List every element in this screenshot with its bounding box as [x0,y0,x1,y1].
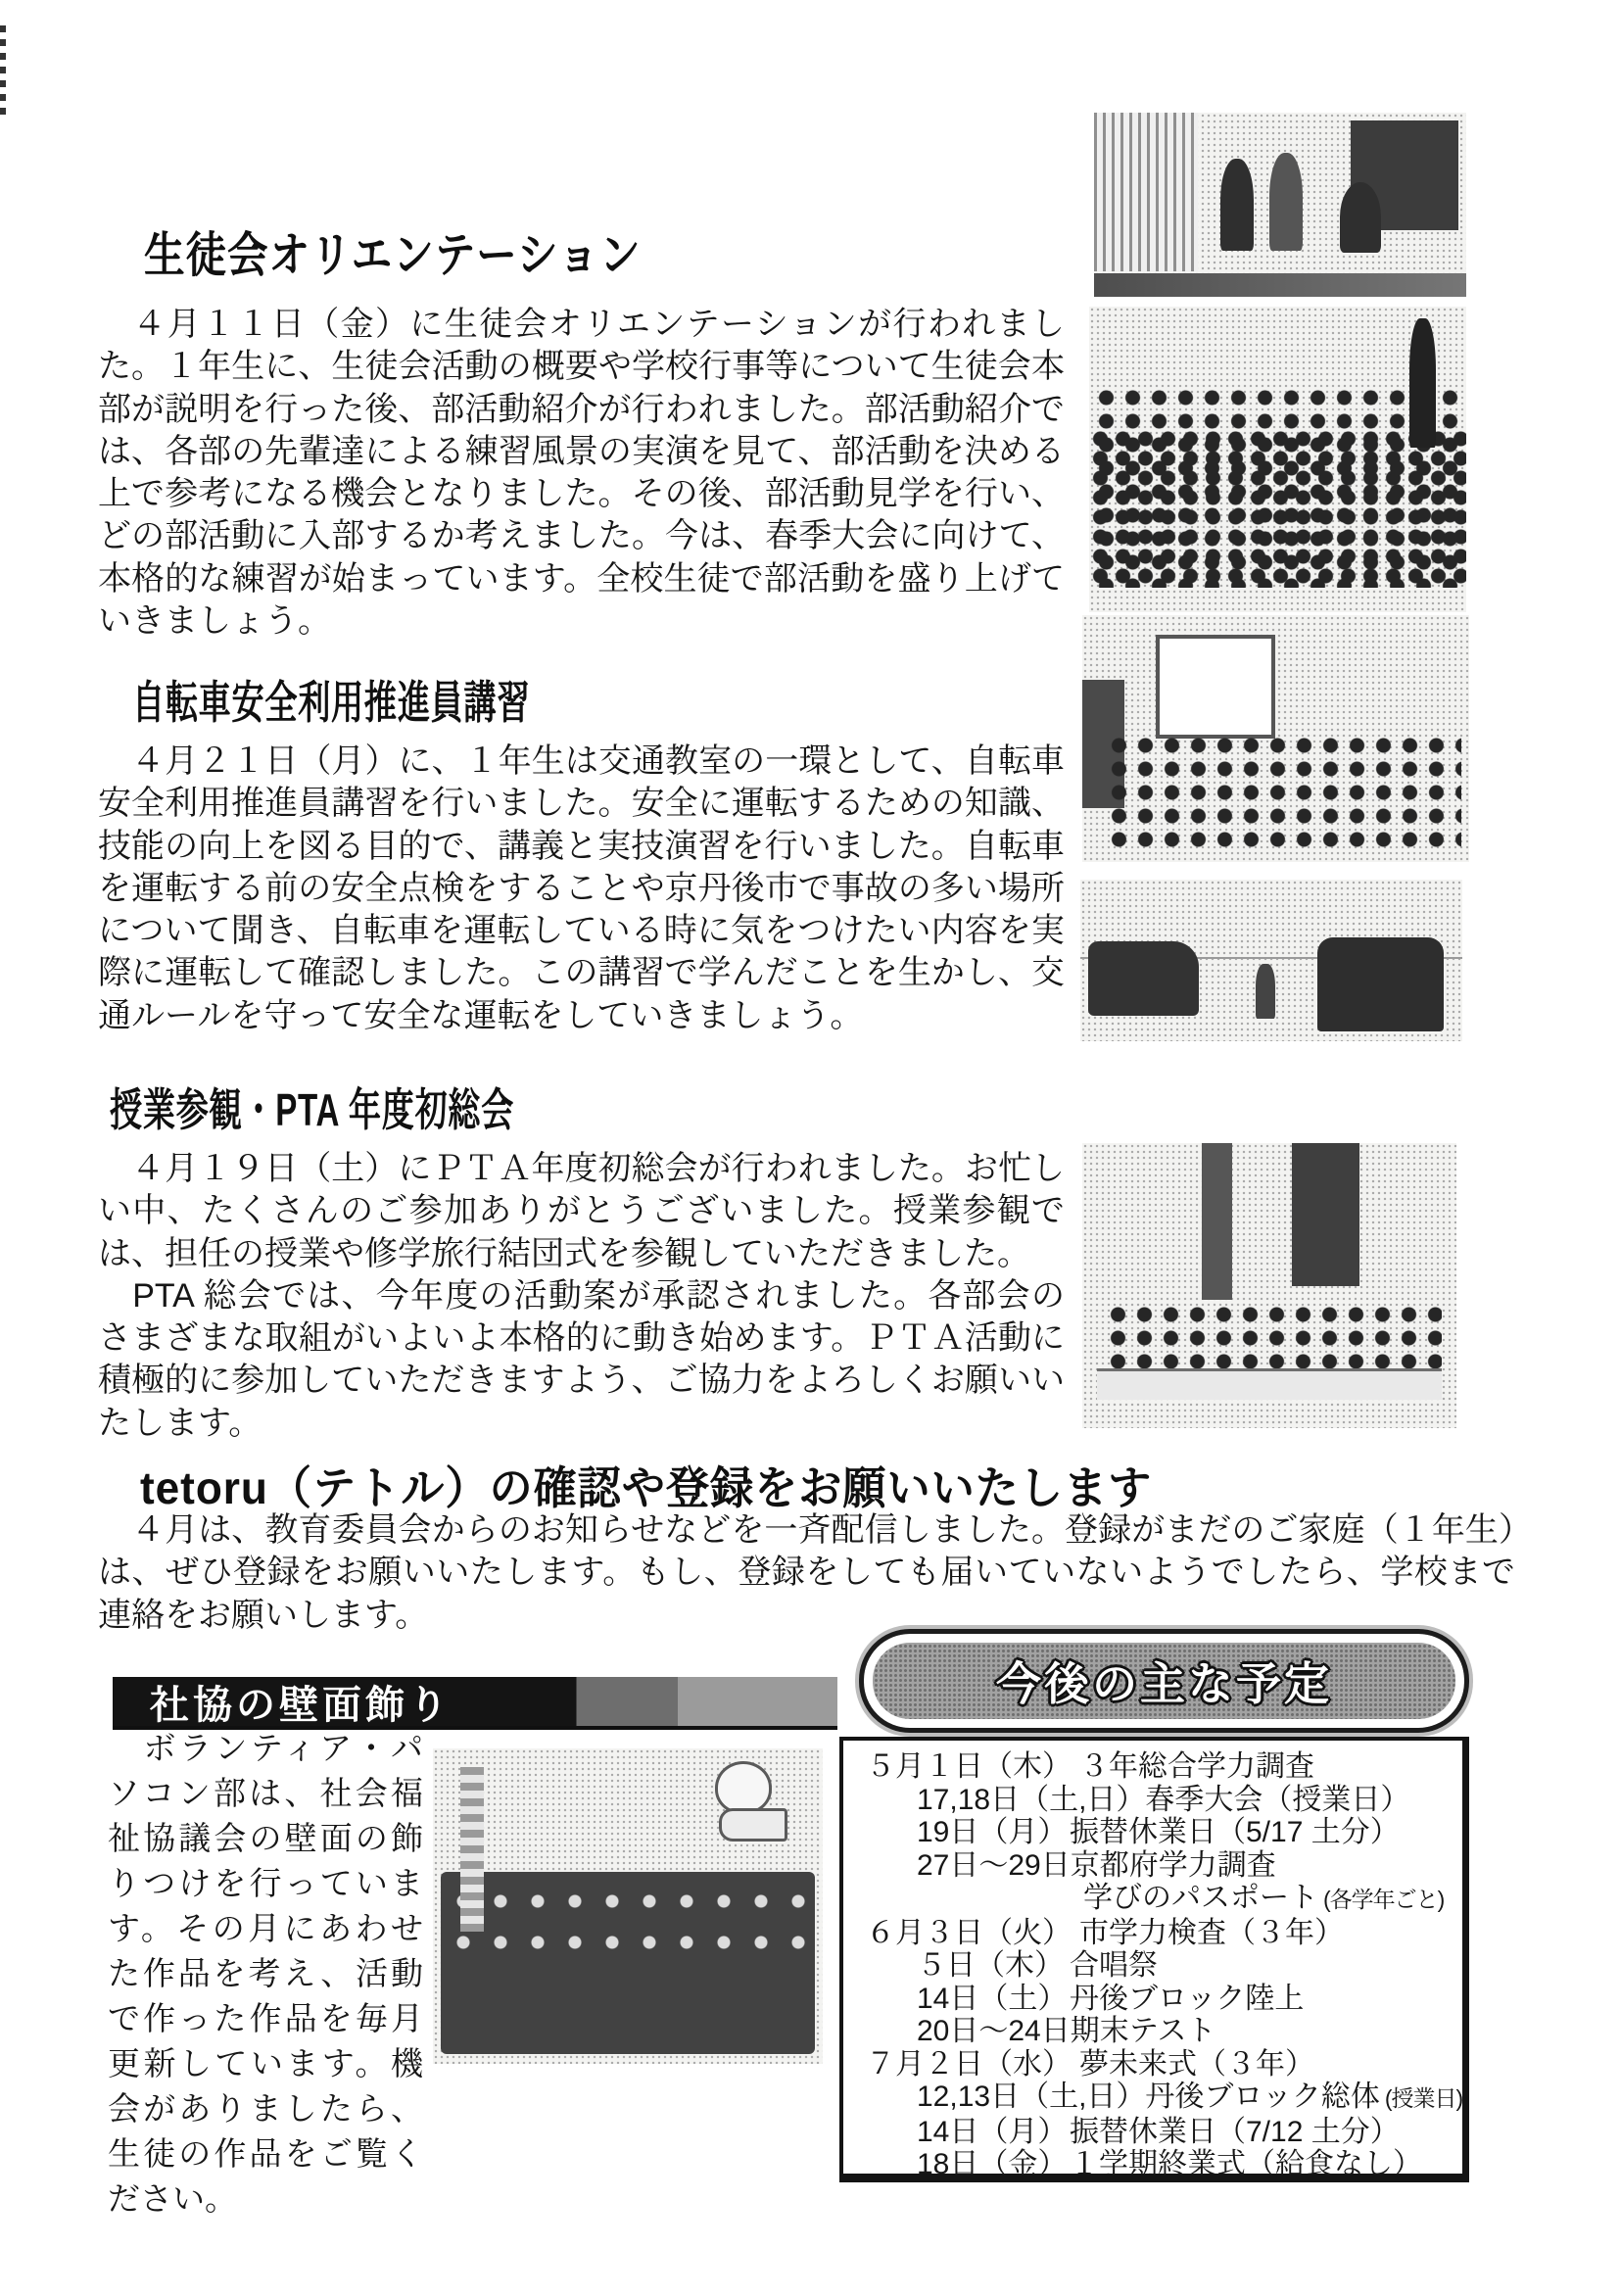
scan-artifact-marks [0,25,6,116]
schedule-row [843,1917,1462,1950]
schedule-date: 20日～24日 [917,2015,1071,2047]
schedule-event: 市学力検査（３年） [1079,1916,1344,1949]
photo-shape [460,1767,484,1931]
schedule-note: (各学年ごと) [1323,1887,1445,1912]
schedule-event: 期末テスト [1070,2015,1216,2047]
schedule-date: 14日（土） [917,1982,1068,2015]
photo-shape [1202,1143,1232,1300]
schedule-row [843,1816,1462,1849]
photo-shape [1340,182,1381,252]
schedule-banner-title: 今後の主な予定 [996,1658,1332,1709]
photo-shape [445,1881,811,1956]
schedule-event: 夢未来式（３年） [1079,2047,1314,2081]
mascot-illustration-icon [715,1761,772,1814]
photo-pta-meeting [1082,1143,1456,1428]
schedule-event: 丹後ブロック陸上 [1070,1982,1305,2015]
carp-streamer-icon [719,1808,787,1842]
wall-section-title: 社協の壁面飾り [150,1683,452,1727]
section-pta-body [98,1148,1065,1445]
schedule-date: 18日（金） [917,2148,1068,2180]
schedule-row [843,1882,1462,1917]
photo-shape [1094,273,1466,297]
schedule-event: 丹後ブロック総体 [1145,2081,1380,2113]
heading-pta-general-meeting: 授業参観・PTA 年度初総会 [110,1084,515,1135]
section-bicycle-safety-body [98,741,1065,1037]
paragraph: ４月１９日（土）にＰＴＡ年度初総会が行われました。お忙しい中、たくさんのご参加ありがとうございました。授業参観では、担任の授業や修学旅行結団式を参観していただきました。 [98,1150,1065,1272]
paragraph: ４月１１日（金）に生徒会オリエンテーションが行われました。１年生に、生徒会活動の概要や学校行事等について生徒会本部が説明を行った後、部活動紹介が行われました。部活動紹介では、各部の先輩達による練習風景の実演を見て、部活動を決める上で参考になる機会となりました。その後、部活動見学を行い、どの部活動に入部するか考えました。今は、春季大会に向けて、本格的な練習が始まっています。全校生徒で部活動を盛り上げていきましょう。 [98,306,1065,641]
photo-wall-decoration [433,1748,823,2064]
heading-bicycle-safety-training: 自転車安全利用推進員講習 [132,677,531,728]
schedule-row [843,1949,1462,1983]
photo-shape [1220,159,1254,251]
schedule-row [843,2116,1462,2149]
schedule-event: １学期終業式（給食なし） [1070,2148,1422,2180]
photo-shape [1156,635,1275,739]
schedule-date: 27日～29日 [917,1848,1071,1882]
photo-orientation-stage [1094,113,1466,297]
schedule-date: 12,13日（土,日） [917,2081,1146,2113]
photo-shape [1292,1143,1359,1286]
photo-shape [1089,429,1466,588]
schedule-event: 京都府学力調査 [1070,1848,1276,1882]
schedule-event: ３年総合学力調査 [1079,1750,1314,1783]
photo-shape [1088,941,1199,1016]
paragraph: PTA 総会では、今年度の活動案が承認されました。各部会のさまざまな取組がいよいよ本格的に動き始めます。ＰＴＡ活動に積極的に参加していただきますよう、ご協力をよろしくお願いいたします。 [98,1276,1065,1442]
photo-bicycle-practice [1080,880,1462,1041]
section-tetoru-body [98,1509,1515,1637]
schedule-date: 14日（月） [917,2115,1068,2148]
schedule-date: 17,18日（土,日） [917,1783,1146,1816]
section-student-council-body [98,304,1065,643]
photo-shape [1409,318,1436,447]
schedule-row [843,1849,1462,1883]
schedule-row [843,2081,1462,2116]
wall-section-header-bar [113,1677,837,1730]
wall-section-body [108,1726,423,2222]
photo-shape [1317,937,1444,1031]
schedule-row [843,1750,1462,1784]
schedule-date: ７月２日（水） [866,2047,1072,2081]
schedule-date: ５日（木） [917,1949,1064,1982]
schedule-date: 19日（月） [917,1816,1068,1848]
photo-bicycle-lecture [1082,615,1469,862]
schedule-event: 振替休業日（5/17 土分） [1070,1816,1400,1848]
schedule-event: 学びのパスポート [1083,1882,1318,1914]
schedule-note: (授業日) [1384,2085,1463,2111]
schedule-box [839,1737,1469,2182]
schedule-row [843,1983,1462,2016]
paragraph: ４月は、教育委員会からのお知らせなどを一斉配信しました。登録がまだのご家庭（１年生）は、ぜひ登録をお願いいたします。もし、登録をしても届いていないようでしたら、学校まで連絡をお願いします。 [98,1511,1515,1634]
schedule-row [843,2015,1462,2048]
schedule-row [843,2048,1462,2081]
photo-shape [1094,113,1198,271]
schedule-date: ５月１日（木） [866,1750,1072,1783]
photo-orientation-audience [1089,307,1466,612]
heading-student-council-orientation: 生徒会オリエンテーション [144,229,642,282]
schedule-event: 合唱祭 [1070,1949,1158,1982]
schedule-row [843,1784,1462,1817]
heading-tetoru-registration: tetoru（テトル）の確認や登録をお願いいたします [140,1462,1153,1513]
schedule-event: 振替休業日（7/12 土分） [1070,2115,1400,2148]
schedule-row [843,2148,1462,2181]
schedule-event: 春季大会（授業日） [1145,1783,1410,1816]
paragraph: ４月２１日（月）に、１年生は交通教室の一環として、自転車安全利用推進員講習を行いました。安全に運転するための知識、技能の向上を図る目的で、講義と実技演習を行いました。自転車を運転する前の安全点検をすることや京丹後市で事故の多い場所について聞き、自転車を運転している時に気をつけたい内容を実際に運転して確認しました。この講習で学んだことを生かし、交通ルールを守って安全な運転をしていきましょう。 [98,742,1065,1034]
photo-shape [1097,1368,1441,1400]
schedule-banner [859,1629,1469,1733]
photo-shape [1256,964,1275,1019]
schedule-date: ６月３日（火） [866,1916,1072,1949]
paragraph: ボランティア・パソコン部は、社会福祉協議会の壁面の飾りつけを行っています。その月にあわせた作品を考え、活動で作った作品を毎月更新しています。機会がありましたら、生徒の作品をご覧ください。 [108,1730,423,2217]
photo-shape [1106,734,1461,847]
photo-shape [1269,153,1303,251]
